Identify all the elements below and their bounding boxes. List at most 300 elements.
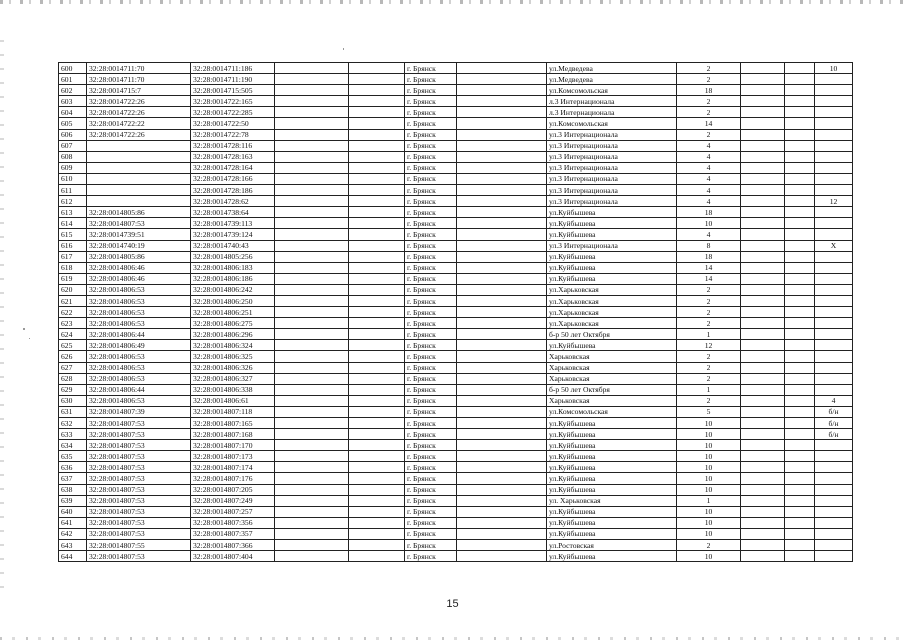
object-cadastral-cell: 32:28:0014807:205: [191, 484, 275, 495]
empty-cell: [457, 517, 547, 528]
note-cell: [815, 185, 853, 196]
empty-cell: [785, 262, 815, 273]
street-cell: ул.Харьковская: [547, 307, 677, 318]
empty-cell: [457, 418, 547, 429]
row-number-cell: 629: [59, 384, 87, 395]
house-number-cell: 2: [677, 129, 741, 140]
city-cell: г. Брянск: [405, 151, 457, 162]
empty-cell: [785, 517, 815, 528]
empty-cell: [457, 528, 547, 539]
empty-cell: [349, 173, 405, 184]
empty-cell: [457, 495, 547, 506]
empty-cell: [741, 362, 785, 373]
empty-cell: [275, 118, 349, 129]
empty-cell: [275, 251, 349, 262]
empty-cell: [349, 207, 405, 218]
parcel-cadastral-cell: 32:28:0014807:53: [87, 462, 191, 473]
note-cell: [815, 229, 853, 240]
empty-cell: [349, 329, 405, 340]
street-cell: ул.3 Интернационала: [547, 151, 677, 162]
row-number-cell: 637: [59, 473, 87, 484]
parcel-cadastral-cell: 32:28:0014805:86: [87, 251, 191, 262]
table-row: [59, 484, 853, 495]
house-number-cell: 18: [677, 207, 741, 218]
row-number-cell: 602: [59, 85, 87, 96]
house-number-cell: 2: [677, 362, 741, 373]
empty-cell: [457, 74, 547, 85]
table-row: [59, 540, 853, 551]
city-cell: г. Брянск: [405, 517, 457, 528]
city-cell: г. Брянск: [405, 85, 457, 96]
empty-cell: [275, 129, 349, 140]
row-number-cell: 620: [59, 284, 87, 295]
note-cell: [815, 74, 853, 85]
house-number-cell: 8: [677, 240, 741, 251]
empty-cell: [457, 63, 547, 74]
city-cell: г. Брянск: [405, 173, 457, 184]
empty-cell: [741, 318, 785, 329]
registry-table-wrapper: [58, 62, 852, 562]
empty-cell: [785, 129, 815, 140]
parcel-cadastral-cell: 32:28:0014806:46: [87, 262, 191, 273]
empty-cell: [741, 373, 785, 384]
city-cell: г. Брянск: [405, 262, 457, 273]
empty-cell: [785, 484, 815, 495]
note-cell: Х: [815, 240, 853, 251]
object-cadastral-cell: 32:28:0014807:356: [191, 517, 275, 528]
table-row: [59, 429, 853, 440]
street-cell: ул.Куйбышева: [547, 473, 677, 484]
table-row: [59, 395, 853, 406]
table-row: [59, 284, 853, 295]
empty-cell: [785, 251, 815, 262]
empty-cell: [275, 295, 349, 306]
street-cell: ул.Харьковская: [547, 284, 677, 295]
house-number-cell: 10: [677, 528, 741, 539]
empty-cell: [741, 528, 785, 539]
table-row: [59, 229, 853, 240]
house-number-cell: 14: [677, 118, 741, 129]
row-number-cell: 634: [59, 440, 87, 451]
parcel-cadastral-cell: 32:28:0014806:53: [87, 395, 191, 406]
empty-cell: [741, 440, 785, 451]
empty-cell: [275, 318, 349, 329]
empty-cell: [275, 107, 349, 118]
note-cell: [815, 318, 853, 329]
house-number-cell: 1: [677, 495, 741, 506]
parcel-cadastral-cell: 32:28:0014807:39: [87, 406, 191, 417]
empty-cell: [741, 162, 785, 173]
house-number-cell: 2: [677, 63, 741, 74]
object-cadastral-cell: 32:28:0014722:165: [191, 96, 275, 107]
object-cadastral-cell: 32:28:0014807:168: [191, 429, 275, 440]
empty-cell: [785, 295, 815, 306]
house-number-cell: 18: [677, 85, 741, 96]
city-cell: г. Брянск: [405, 129, 457, 140]
house-number-cell: 10: [677, 451, 741, 462]
house-number-cell: 2: [677, 318, 741, 329]
street-cell: ул.3 Интернационала: [547, 240, 677, 251]
object-cadastral-cell: 32:28:0014807:366: [191, 540, 275, 551]
street-cell: Харьковская: [547, 395, 677, 406]
empty-cell: [785, 406, 815, 417]
empty-cell: [785, 362, 815, 373]
house-number-cell: 10: [677, 517, 741, 528]
table-row: [59, 473, 853, 484]
empty-cell: [785, 440, 815, 451]
empty-cell: [741, 207, 785, 218]
house-number-cell: 4: [677, 196, 741, 207]
city-cell: г. Брянск: [405, 429, 457, 440]
street-cell: ул.3 Интернационала: [547, 162, 677, 173]
empty-cell: [275, 362, 349, 373]
empty-cell: [785, 140, 815, 151]
city-cell: г. Брянск: [405, 495, 457, 506]
note-cell: [815, 329, 853, 340]
empty-cell: [785, 373, 815, 384]
empty-cell: [349, 440, 405, 451]
empty-cell: [457, 318, 547, 329]
street-cell: ул.Комсомольская: [547, 118, 677, 129]
city-cell: г. Брянск: [405, 506, 457, 517]
empty-cell: [741, 140, 785, 151]
empty-cell: [785, 151, 815, 162]
empty-cell: [349, 362, 405, 373]
empty-cell: [275, 440, 349, 451]
empty-cell: [349, 473, 405, 484]
empty-cell: [457, 85, 547, 96]
house-number-cell: 2: [677, 307, 741, 318]
empty-cell: [457, 96, 547, 107]
empty-cell: [741, 551, 785, 562]
empty-cell: [275, 151, 349, 162]
table-row: [59, 307, 853, 318]
empty-cell: [785, 340, 815, 351]
object-cadastral-cell: 32:28:0014806:296: [191, 329, 275, 340]
object-cadastral-cell: 32:28:0014806:324: [191, 340, 275, 351]
empty-cell: [275, 307, 349, 318]
object-cadastral-cell: 32:28:0014807:174: [191, 462, 275, 473]
row-number-cell: 641: [59, 517, 87, 528]
table-row: [59, 418, 853, 429]
empty-cell: [349, 185, 405, 196]
empty-cell: [457, 185, 547, 196]
row-number-cell: 630: [59, 395, 87, 406]
row-number-cell: 612: [59, 196, 87, 207]
empty-cell: [275, 384, 349, 395]
city-cell: г. Брянск: [405, 406, 457, 417]
row-number-cell: 631: [59, 406, 87, 417]
empty-cell: [349, 318, 405, 329]
house-number-cell: 2: [677, 373, 741, 384]
city-cell: г. Брянск: [405, 462, 457, 473]
object-cadastral-cell: 32:28:0014728:164: [191, 162, 275, 173]
note-cell: [815, 262, 853, 273]
parcel-cadastral-cell: 32:28:0014807:53: [87, 429, 191, 440]
note-cell: [815, 295, 853, 306]
empty-cell: [349, 351, 405, 362]
house-number-cell: 12: [677, 340, 741, 351]
empty-cell: [275, 262, 349, 273]
object-cadastral-cell: 32:28:0014715:505: [191, 85, 275, 96]
table-row: [59, 162, 853, 173]
empty-cell: [741, 107, 785, 118]
empty-cell: [349, 495, 405, 506]
empty-cell: [785, 74, 815, 85]
note-cell: [815, 551, 853, 562]
empty-cell: [349, 340, 405, 351]
row-number-cell: 607: [59, 140, 87, 151]
empty-cell: [349, 262, 405, 273]
row-number-cell: 635: [59, 451, 87, 462]
empty-cell: [275, 551, 349, 562]
row-number-cell: 603: [59, 96, 87, 107]
row-number-cell: 617: [59, 251, 87, 262]
table-row: [59, 240, 853, 251]
city-cell: г. Брянск: [405, 418, 457, 429]
note-cell: [815, 85, 853, 96]
parcel-cadastral-cell: 32:28:0014740:19: [87, 240, 191, 251]
street-cell: ул.Куйбышева: [547, 551, 677, 562]
scan-speck: [23, 328, 25, 330]
empty-cell: [741, 229, 785, 240]
street-cell: ул.Медведева: [547, 63, 677, 74]
empty-cell: [457, 506, 547, 517]
row-number-cell: 611: [59, 185, 87, 196]
table-row: [59, 384, 853, 395]
city-cell: г. Брянск: [405, 229, 457, 240]
note-cell: [815, 151, 853, 162]
empty-cell: [785, 462, 815, 473]
empty-cell: [275, 196, 349, 207]
empty-cell: [785, 395, 815, 406]
empty-cell: [457, 151, 547, 162]
parcel-cadastral-cell: 32:28:0014715:7: [87, 85, 191, 96]
empty-cell: [275, 406, 349, 417]
empty-cell: [741, 418, 785, 429]
empty-cell: [349, 107, 405, 118]
parcel-cadastral-cell: [87, 173, 191, 184]
object-cadastral-cell: 32:28:0014722:78: [191, 129, 275, 140]
parcel-cadastral-cell: 32:28:0014807:53: [87, 495, 191, 506]
parcel-cadastral-cell: [87, 185, 191, 196]
empty-cell: [785, 528, 815, 539]
street-cell: ул.Куйбышева: [547, 517, 677, 528]
empty-cell: [741, 429, 785, 440]
row-number-cell: 621: [59, 295, 87, 306]
note-cell: [815, 273, 853, 284]
note-cell: [815, 362, 853, 373]
empty-cell: [785, 162, 815, 173]
table-row: [59, 373, 853, 384]
empty-cell: [741, 540, 785, 551]
empty-cell: [741, 340, 785, 351]
parcel-cadastral-cell: 32:28:0014807:55: [87, 540, 191, 551]
empty-cell: [457, 440, 547, 451]
row-number-cell: 614: [59, 218, 87, 229]
street-cell: ул.3 Интернационала: [547, 185, 677, 196]
empty-cell: [741, 284, 785, 295]
city-cell: г. Брянск: [405, 551, 457, 562]
empty-cell: [457, 196, 547, 207]
empty-cell: [349, 273, 405, 284]
empty-cell: [275, 451, 349, 462]
street-cell: ул.Куйбышева: [547, 273, 677, 284]
house-number-cell: 10: [677, 473, 741, 484]
empty-cell: [275, 229, 349, 240]
empty-cell: [349, 74, 405, 85]
empty-cell: [275, 173, 349, 184]
city-cell: г. Брянск: [405, 384, 457, 395]
empty-cell: [785, 96, 815, 107]
city-cell: г. Брянск: [405, 118, 457, 129]
note-cell: [815, 528, 853, 539]
object-cadastral-cell: 32:28:0014807:249: [191, 495, 275, 506]
row-number-cell: 642: [59, 528, 87, 539]
object-cadastral-cell: 32:28:0014806:326: [191, 362, 275, 373]
empty-cell: [785, 63, 815, 74]
empty-cell: [785, 173, 815, 184]
row-number-cell: 628: [59, 373, 87, 384]
empty-cell: [349, 251, 405, 262]
city-cell: г. Брянск: [405, 162, 457, 173]
table-row: [59, 506, 853, 517]
empty-cell: [785, 218, 815, 229]
object-cadastral-cell: 32:28:0014807:357: [191, 528, 275, 539]
object-cadastral-cell: 32:28:0014728:186: [191, 185, 275, 196]
house-number-cell: 10: [677, 551, 741, 562]
row-number-cell: 633: [59, 429, 87, 440]
empty-cell: [275, 96, 349, 107]
object-cadastral-cell: 32:28:0014807:176: [191, 473, 275, 484]
empty-cell: [349, 140, 405, 151]
city-cell: г. Брянск: [405, 351, 457, 362]
empty-cell: [457, 451, 547, 462]
house-number-cell: 4: [677, 229, 741, 240]
parcel-cadastral-cell: 32:28:0014806:53: [87, 351, 191, 362]
empty-cell: [457, 373, 547, 384]
table-row: [59, 406, 853, 417]
empty-cell: [785, 118, 815, 129]
object-cadastral-cell: 32:28:0014807:118: [191, 406, 275, 417]
city-cell: г. Брянск: [405, 273, 457, 284]
empty-cell: [275, 340, 349, 351]
street-cell: ул.Медведева: [547, 74, 677, 85]
street-cell: ул.Куйбышева: [547, 429, 677, 440]
empty-cell: [741, 506, 785, 517]
empty-cell: [275, 162, 349, 173]
empty-cell: [785, 307, 815, 318]
row-number-cell: 622: [59, 307, 87, 318]
parcel-cadastral-cell: [87, 140, 191, 151]
empty-cell: [785, 351, 815, 362]
object-cadastral-cell: 32:28:0014806:327: [191, 373, 275, 384]
parcel-cadastral-cell: 32:28:0014722:26: [87, 96, 191, 107]
object-cadastral-cell: 32:28:0014807:257: [191, 506, 275, 517]
note-cell: [815, 373, 853, 384]
row-number-cell: 625: [59, 340, 87, 351]
empty-cell: [741, 85, 785, 96]
empty-cell: [349, 118, 405, 129]
empty-cell: [457, 329, 547, 340]
street-cell: л.3 Интернационала: [547, 107, 677, 118]
street-cell: б-р 50 лет Октября: [547, 384, 677, 395]
table-row: [59, 273, 853, 284]
table-row: [59, 340, 853, 351]
parcel-cadastral-cell: 32:28:0014805:86: [87, 207, 191, 218]
parcel-cadastral-cell: 32:28:0014807:53: [87, 418, 191, 429]
street-cell: ул.Куйбышева: [547, 528, 677, 539]
city-cell: г. Брянск: [405, 74, 457, 85]
empty-cell: [275, 85, 349, 96]
empty-cell: [275, 240, 349, 251]
empty-cell: [349, 373, 405, 384]
city-cell: г. Брянск: [405, 207, 457, 218]
house-number-cell: 14: [677, 262, 741, 273]
object-cadastral-cell: 32:28:0014711:190: [191, 74, 275, 85]
table-row: [59, 96, 853, 107]
registry-table-body: [59, 63, 853, 562]
street-cell: л.3 Интернационала: [547, 96, 677, 107]
empty-cell: [457, 251, 547, 262]
table-row: [59, 107, 853, 118]
empty-cell: [457, 307, 547, 318]
empty-cell: [457, 229, 547, 240]
object-cadastral-cell: 32:28:0014806:242: [191, 284, 275, 295]
parcel-cadastral-cell: 32:28:0014722:22: [87, 118, 191, 129]
empty-cell: [741, 273, 785, 284]
empty-cell: [741, 185, 785, 196]
row-number-cell: 600: [59, 63, 87, 74]
empty-cell: [457, 429, 547, 440]
city-cell: г. Брянск: [405, 362, 457, 373]
street-cell: ул.Куйбышева: [547, 207, 677, 218]
empty-cell: [349, 384, 405, 395]
page-number: 15: [446, 598, 459, 610]
street-cell: ул.Куйбышева: [547, 451, 677, 462]
city-cell: г. Брянск: [405, 318, 457, 329]
empty-cell: [349, 63, 405, 74]
city-cell: г. Брянск: [405, 240, 457, 251]
street-cell: ул.Куйбышева: [547, 484, 677, 495]
row-number-cell: 626: [59, 351, 87, 362]
note-cell: [815, 484, 853, 495]
city-cell: г. Брянск: [405, 196, 457, 207]
empty-cell: [349, 517, 405, 528]
empty-cell: [349, 307, 405, 318]
house-number-cell: 10: [677, 418, 741, 429]
city-cell: г. Брянск: [405, 340, 457, 351]
street-cell: ул.Харьковская: [547, 295, 677, 306]
table-row: [59, 262, 853, 273]
empty-cell: [785, 240, 815, 251]
note-cell: б/н: [815, 406, 853, 417]
scan-speck: [343, 48, 344, 50]
empty-cell: [741, 451, 785, 462]
street-cell: ул.3 Интернационала: [547, 173, 677, 184]
street-cell: Харьковская: [547, 373, 677, 384]
table-row: [59, 74, 853, 85]
parcel-cadastral-cell: 32:28:0014807:53: [87, 473, 191, 484]
note-cell: б/н: [815, 418, 853, 429]
street-cell: ул.3 Интернационала: [547, 196, 677, 207]
empty-cell: [275, 395, 349, 406]
city-cell: г. Брянск: [405, 540, 457, 551]
row-number-cell: 615: [59, 229, 87, 240]
table-row: [59, 85, 853, 96]
house-number-cell: 10: [677, 429, 741, 440]
city-cell: г. Брянск: [405, 395, 457, 406]
